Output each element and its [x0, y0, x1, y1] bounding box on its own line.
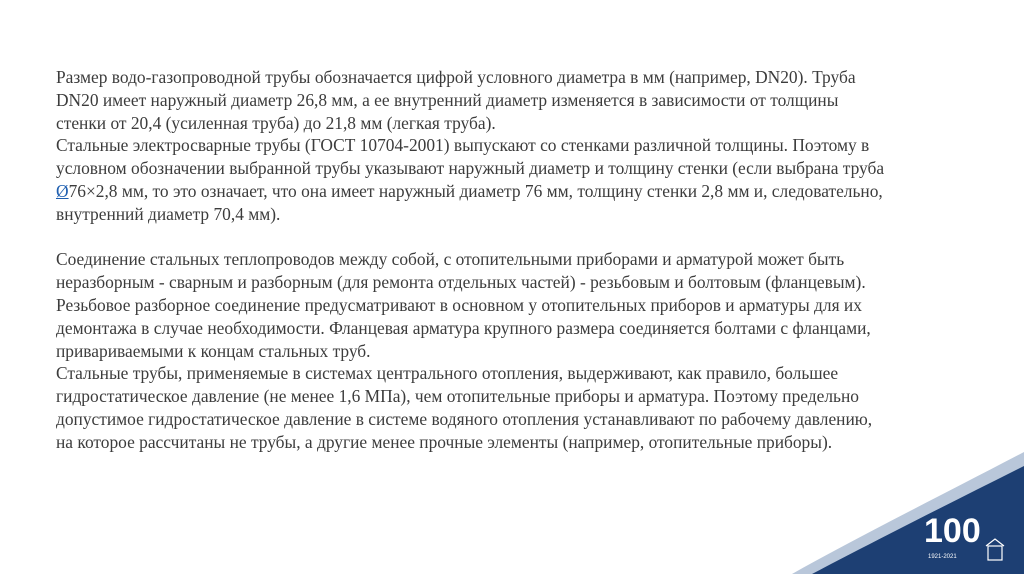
logo-number: 100 — [924, 512, 981, 550]
paragraph-pipe-connections — [56, 248, 976, 453]
text-line: на которое рассчитаны не трубы, а другие менее прочные элементы (например, отопительные приборы). — [56, 431, 833, 452]
slide-body-text — [56, 66, 976, 454]
text-line: допустимое гидростатическое давление в системе водяного отопления устанавливают по рабочему давлению, — [56, 408, 873, 429]
text-line: условном обозначении выбранной трубы указывают наружный диаметр и толщину стенки (если выбрана труба — [56, 158, 885, 179]
paragraph-pipe-sizes — [56, 66, 976, 226]
text-line: Стальные электросварные трубы (ГОСТ 10704-2001) выпускают со стенками различной толщины. Поэтому в — [56, 135, 870, 156]
text-line: DN20 имеет наружный диаметр 26,8 мм, а ее внутренний диаметр изменяется в зависимости от толщины — [56, 89, 839, 110]
text-line: стенки от 20,4 (усиленная труба) до 21,8 мм (легкая труба). — [56, 112, 496, 133]
logo-building-icon — [988, 546, 1002, 560]
text-line: неразборным - сварным и разборным (для ремонта отдельных частей) - резьбовым и болтовым (фланцевым). — [56, 272, 866, 293]
text-line: Резьбовое разборное соединение предусматривают в основном у отопительных приборов и арматуры для их — [56, 294, 862, 315]
text-line — [56, 180, 976, 203]
text-line: привариваемыми к концам стальных труб. — [56, 340, 371, 361]
text-line: Соединение стальных теплопроводов между собой, с отопительными приборами и арматурой может быть — [56, 249, 845, 270]
text-line: Стальные трубы, применяемые в системах центрального отопления, выдерживают, как правило, большее — [56, 363, 839, 384]
diameter-symbol-link[interactable]: Ø — [56, 180, 69, 201]
paragraph-gap — [56, 226, 976, 249]
text-line: гидростатическое давление (не менее 1,6 МПа), чем отопительные приборы и арматура. Поэтому предельно — [56, 386, 859, 407]
text-line: внутренний диаметр 70,4 мм). — [56, 203, 281, 224]
text-line: Размер водо-газопроводной трубы обозначается цифрой условного диаметра в мм (например, DN20). Труба — [56, 67, 856, 87]
logo-roof-icon — [986, 539, 1004, 546]
text-line: демонтажа в случае необходимости. Фланцевая арматура крупного размера соединяется болтами с фланцами, — [56, 317, 871, 338]
text-line-rest: 76×2,8 мм, то это означает, что она имеет наружный диаметр 76 мм, толщину стенки 2,8 мм и, следовательно, — [68, 180, 883, 201]
anniversary-100-logo — [920, 508, 1016, 564]
logo-years: 1921-2021 — [928, 554, 957, 560]
